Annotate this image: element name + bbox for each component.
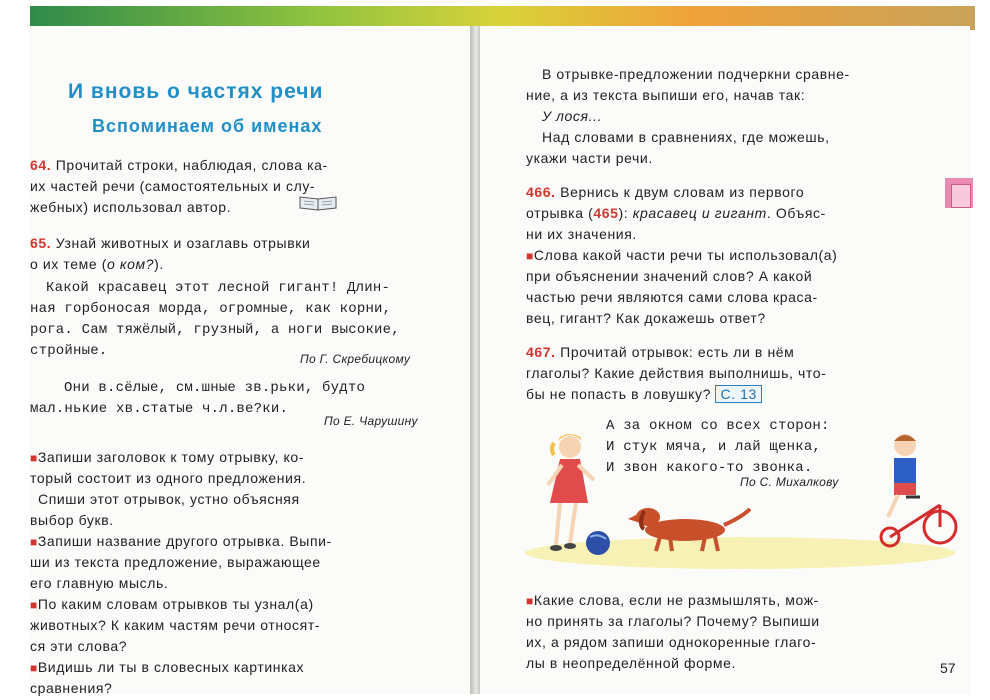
exercise-467-line-3: бы не попасть в ловушку? С. 13 — [526, 386, 762, 402]
page-reference-box[interactable]: С. 13 — [715, 385, 761, 403]
task-4-line-1: ■По каким словам отрывков ты узнал(а) — [30, 596, 314, 612]
exercise-466-line-3: ни их значения. — [526, 226, 637, 242]
passage-1-source: По Г. Скребицкому — [300, 352, 411, 366]
final-task-line-3: их, а рядом запиши однокоренные глаго- — [526, 634, 817, 650]
exercise-465-line-1: 65. Узнай животных и озаглавь отрывки — [30, 235, 311, 251]
task-1-line-1: ■Запиши заголовок к тому отрывку, ко- — [30, 449, 305, 465]
passage-1-line-1: Какой красавец этот лесной гигант! Длин- — [46, 280, 391, 296]
exercise-464-number: 64. — [30, 157, 52, 173]
exercise-466-task-line-3: частью речи являются сами слова краса- — [526, 289, 818, 305]
final-task-line-2: но принять за глаголы? Почему? Выпиши — [526, 613, 820, 629]
final-task-line-1: ■Какие слова, если не размышлять, мож- — [526, 592, 819, 608]
margin-tab-inner — [951, 184, 971, 208]
task-4-line-2: животных? К каким частям речи относят- — [30, 617, 321, 633]
intro-line-1: В отрывке-предложении подчеркни сравне- — [542, 66, 850, 82]
exercise-464-line-1: 64. Прочитай строки, наблюдая, слова ка- — [30, 157, 328, 173]
section-title: Вспоминаем об именах — [92, 116, 323, 136]
chapter-title: И вновь о частях речи — [68, 80, 324, 103]
passage-1-line-4: стройные. — [30, 343, 108, 359]
exercise-466-line-1: 466. Вернись к двум словам из первого — [526, 184, 805, 200]
book-spine — [470, 26, 480, 694]
exercise-464-line-2: их частей речи (самостоятельных и слу- — [30, 178, 316, 194]
final-task-line-4: лы в неопределённой форме. — [526, 655, 736, 671]
girl-with-ball-illustration — [548, 434, 594, 551]
task-3-line-3: его главную мысль. — [30, 575, 169, 591]
intro-line-3: Над словами в сравнениях, где можешь, — [542, 129, 830, 145]
passage-2-source: По Е. Чарушину — [324, 414, 418, 428]
poem-line-1: А за окном со всех сторон: — [606, 418, 830, 434]
exercise-465-line-2: о их теме (о ком?). — [30, 256, 164, 272]
task-4-line-3: ся эти слова? — [30, 638, 128, 654]
poem-source: По С. Михалкову — [740, 475, 839, 489]
exercise-466-line-2: отрывка (465): красавец и гигант. Объяс- — [526, 205, 826, 221]
exercise-466-task-line-2: при объяснении значений слов? А какой — [526, 268, 813, 284]
passage-2-line-2: мал.нькие хв.статые ч.л.ве?ки. — [30, 401, 289, 417]
poem-line-3: И звон какого-то звонка. — [606, 460, 813, 476]
exercise-467-line-1: 467. Прочитай отрывок: есть ли в нём — [526, 344, 795, 360]
task-2-line-2: выбор букв. — [30, 512, 114, 528]
exercise-465-number: 65. — [30, 235, 52, 251]
passage-1-line-2: ная горбоносая морда, огромные, как корни, — [30, 301, 392, 317]
task-2-line-1: Спиши этот отрывок, устно объясняя — [38, 491, 300, 507]
poem-line-2: И стук мяча, и лай щенка, — [606, 439, 822, 455]
passage-1-line-3: рога. Сам тяжёлый, грузный, а ноги высокие, — [30, 322, 400, 338]
page-number: 57 — [940, 660, 956, 676]
exercise-466-task-line-4: вец, гигант? Как докажешь ответ? — [526, 310, 766, 326]
children-playing-illustration — [520, 425, 960, 575]
intro-line-2: ние, а из текста выпиши его, начав так: — [526, 87, 806, 103]
task-3-line-1: ■Запиши название другого отрывка. Выпи- — [30, 533, 332, 549]
exercise-467-line-2: глаголы? Какие действия выполнишь, что- — [526, 365, 827, 381]
book-icon — [298, 194, 338, 212]
intro-italic-line: У лося... — [542, 108, 603, 124]
task-1-line-2: торый состоит из одного предложения. — [30, 470, 307, 486]
exercise-466-task-line-1: ■Слова какой части речи ты использовал(а) — [526, 247, 838, 263]
boy-on-tricycle-illustration — [881, 434, 956, 546]
passage-2-line-1: Они в.сёлые, см.шные зв.рьки, будто — [64, 380, 366, 396]
task-3-line-2: ши из текста предложение, выражающее — [30, 554, 321, 570]
task-5-line-1: ■Видишь ли ты в словесных картинках — [30, 659, 305, 675]
exercise-467-number: 467. — [526, 344, 556, 360]
task-5-line-2: сравнения? — [30, 680, 113, 696]
exercise-466-number: 466. — [526, 184, 556, 200]
exercise-464-line-3: жебных) использовал автор. — [30, 199, 232, 215]
intro-line-4: укажи части речи. — [526, 150, 653, 166]
